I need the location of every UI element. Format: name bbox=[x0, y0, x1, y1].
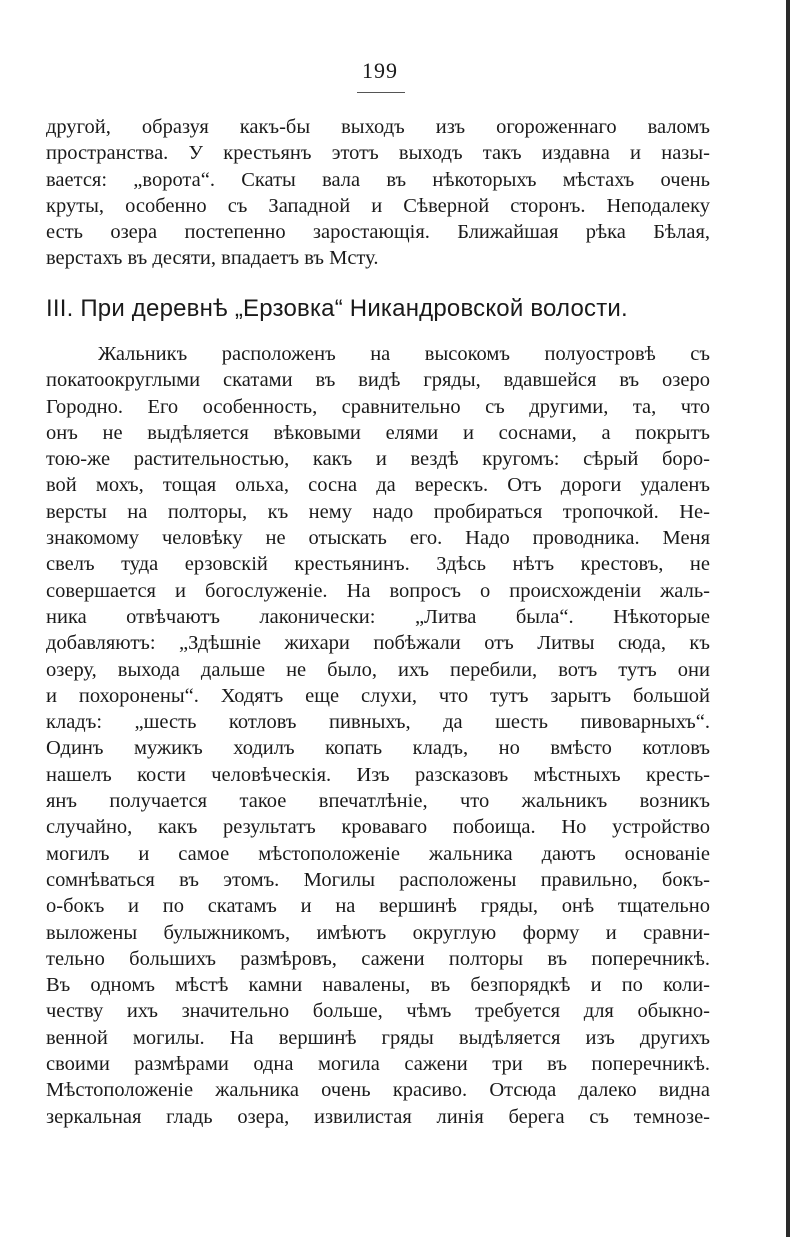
text-line: добавляютъ: „Здѣшніе жихари побѣжали отъ Литвы сюда, къ bbox=[46, 632, 710, 655]
text-line: верстахъ въ десяти, впадаетъ въ Мсту. bbox=[46, 247, 379, 270]
text-line: пространства. У крестьянъ этотъ выходъ такъ издавна и назы- bbox=[46, 142, 710, 165]
text-line: свелъ туда ерзовскій крестьянинъ. Здѣсь нѣтъ крестовъ, не bbox=[46, 553, 710, 576]
text-line: честву ихъ значительно больше, чѣмъ требуется для обыкно- bbox=[46, 1000, 710, 1023]
text-line: онъ не выдѣляется вѣковыми елями и соснами, а покрытъ bbox=[46, 421, 710, 444]
text-line: вается: „ворота“. Скаты вала въ нѣкоторыхъ мѣстахъ очень bbox=[46, 168, 710, 191]
text-line: выложены булыжникомъ, имѣютъ округлую форму и сравни- bbox=[46, 921, 710, 944]
text-line: озеру, выхода дальше не было, ихъ перебили, вотъ тутъ они bbox=[46, 658, 710, 681]
text-line: могилъ и самое мѣстоположеніе жальника даютъ основаніе bbox=[46, 842, 710, 865]
text-line: тельно большихъ размѣровъ, сажени полторы въ поперечникѣ. bbox=[46, 947, 710, 970]
text-line: есть озера постепенно заростающія. Ближайшая рѣка Бѣлая, bbox=[46, 221, 710, 244]
text-line: кладъ: „шесть котловъ пивныхъ, да шесть пивоварныхъ“. bbox=[46, 711, 710, 734]
text-line: вой мохъ, тощая ольха, сосна да верескъ. Отъ дороги удаленъ bbox=[46, 474, 710, 497]
text-line: ника отвѣчаютъ лаконически: „Литва была“. Нѣкоторые bbox=[46, 605, 710, 628]
page-number-rule bbox=[357, 92, 405, 93]
text-line: покатоокруглыми скатами въ видѣ гряды, вдавшейся въ озеро bbox=[46, 369, 710, 392]
text-line: тою-же растительностью, какъ и вездѣ кругомъ: сѣрый боро- bbox=[46, 448, 710, 471]
section-heading: III. При деревнѣ „Ерзовка“ Никандровской волости. bbox=[46, 295, 628, 322]
top-paragraph bbox=[46, 114, 710, 272]
text-line: Въ одномъ мѣстѣ камни навалены, въ безпорядкѣ и по коли- bbox=[46, 974, 710, 997]
text-line: о-бокъ и по скатамъ и на вершинѣ гряды, онѣ тщательно bbox=[46, 895, 710, 918]
text-line: Мѣстоположеніе жальника очень красиво. Отсюда далеко видна bbox=[46, 1079, 710, 1102]
text-line: зеркальная гладь озера, извилистая линія берега съ темнозе- bbox=[46, 1105, 710, 1128]
text-line: круты, особенно съ Западной и Сѣверной сторонъ. Неподалеку bbox=[46, 194, 710, 217]
page-edge-shadow bbox=[786, 0, 790, 1237]
text-line: совершается и богослуженіе. На вопросъ о происхожденіи жаль- bbox=[46, 579, 710, 602]
text-line: знакомому человѣку не отыскать его. Надо проводника. Меня bbox=[46, 527, 710, 550]
text-line: венной могилы. На вершинѣ гряды выдѣляется изъ другихъ bbox=[46, 1026, 710, 1049]
text-line: Городно. Его особенность, сравнительно съ другими, та, что bbox=[46, 395, 710, 418]
text-line: сомнѣваться въ этомъ. Могилы расположены правильно, бокъ- bbox=[46, 868, 710, 891]
text-line: своими размѣрами одна могила сажени три въ поперечникѣ. bbox=[46, 1053, 710, 1076]
text-line: Одинъ мужикъ ходилъ копать кладъ, но вмѣсто котловъ bbox=[46, 737, 710, 760]
text-line: янъ получается такое впечатлѣніе, что жальникъ возникъ bbox=[46, 790, 710, 813]
text-line: нашелъ кости человѣческія. Изъ разсказовъ мѣстныхъ кресть- bbox=[46, 763, 710, 786]
body-paragraph bbox=[46, 341, 710, 1130]
text-line: версты на полторы, къ нему надо пробираться тропочкой. Не- bbox=[46, 500, 710, 523]
text-line: Жальникъ расположенъ на высокомъ полуостровѣ съ bbox=[98, 343, 710, 365]
page-number: 199 bbox=[362, 58, 398, 83]
text-line: случайно, какъ результатъ кроваваго побоища. Но устройство bbox=[46, 816, 710, 839]
text-line: и похоронены“. Ходятъ еще слухи, что тутъ зарытъ большой bbox=[46, 684, 710, 707]
text-line: другой, образуя какъ-бы выходъ изъ огороженнаго валомъ bbox=[46, 116, 710, 138]
